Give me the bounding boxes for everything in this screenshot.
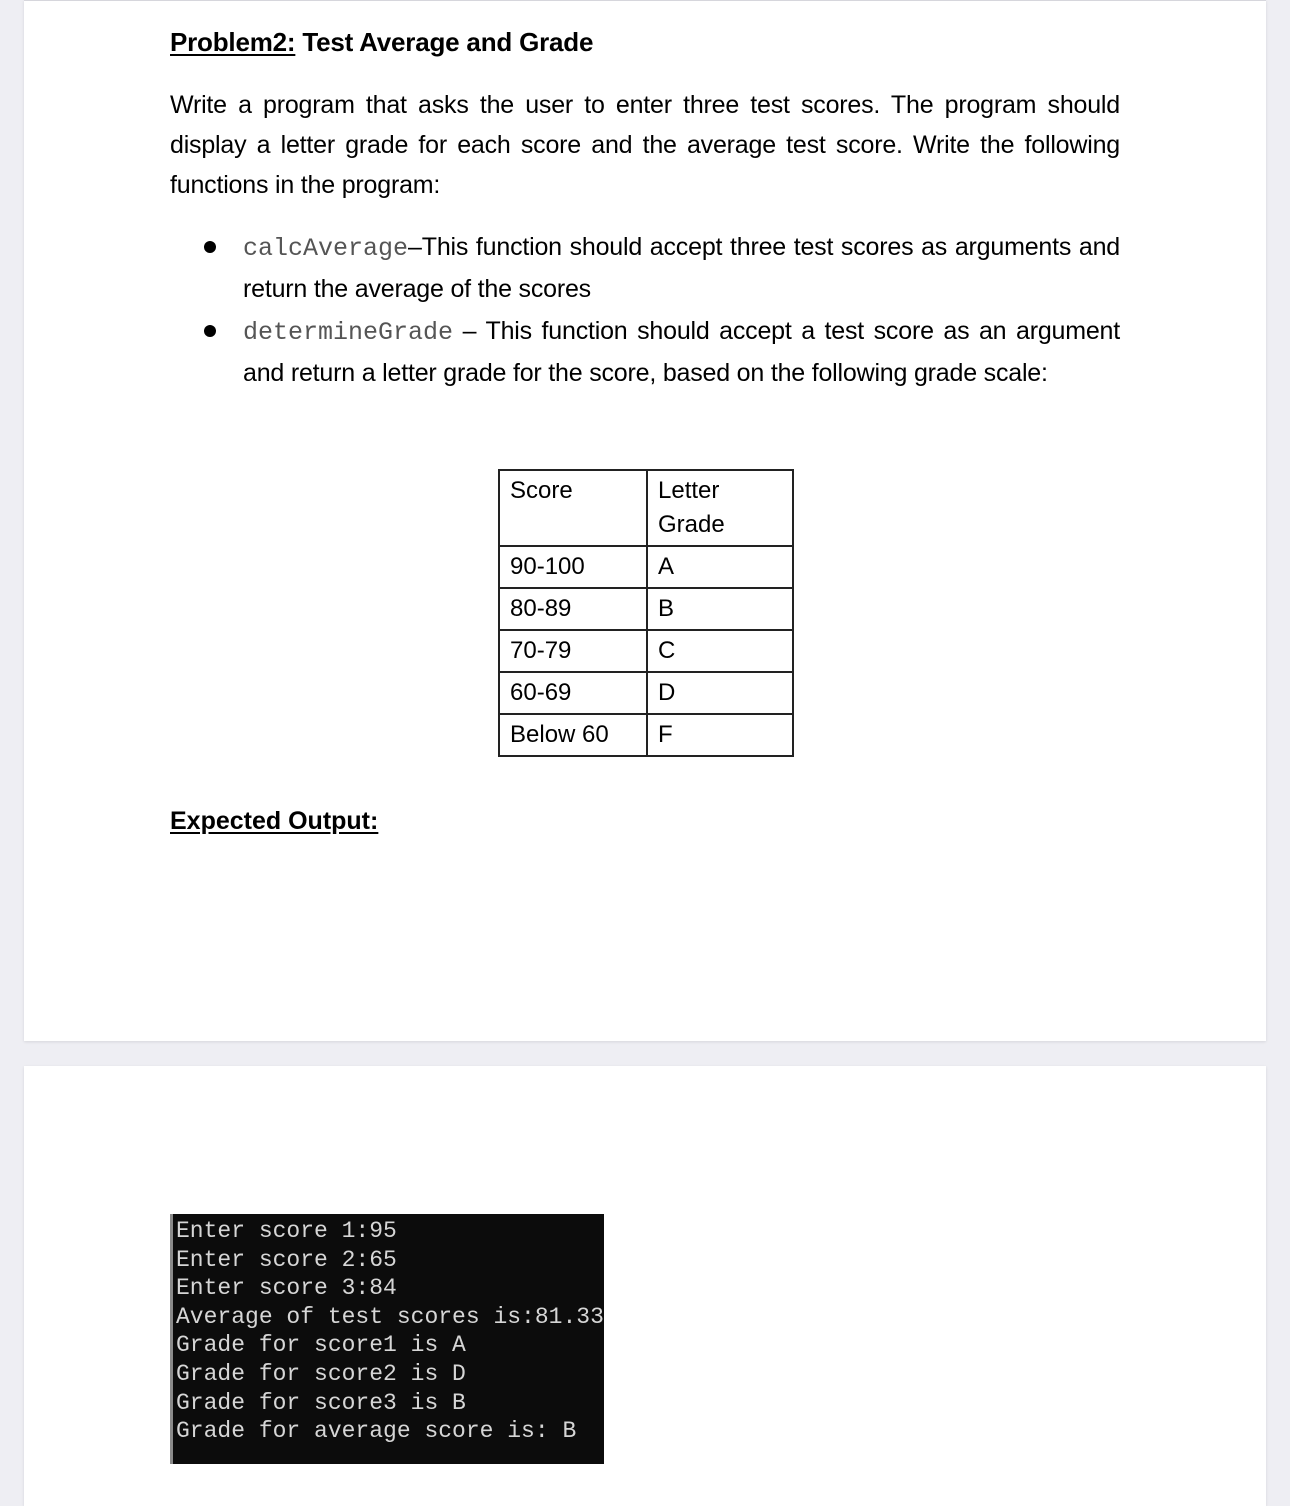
function-name: determineGrade [243,318,454,347]
table-header-row [499,470,793,546]
console-line: Average of test scores is:81.33 [176,1303,604,1330]
document-page-2 [24,1066,1266,1506]
table-cell-grade: D [647,672,793,714]
console-line: Enter score 1:95 [176,1218,397,1244]
problem-title-text: Test Average and Grade [295,27,594,57]
function-description: This function should accept three test scores as arguments and return the average of the scores [243,233,1120,303]
function-item-calc-average [170,227,1120,309]
table-cell-score: 80-89 [499,588,647,630]
console-line: Grade for average score is: B [176,1418,577,1445]
problem-description: Write a program that asks the user to enter three test scores. The program should display a letter grade for each score and the average test score. Write the following functions in the program: [170,91,1120,199]
console-line: Enter score 3:84 [176,1275,397,1302]
bullet-icon [204,325,216,337]
table-row [499,714,793,756]
table-row [499,588,793,630]
table-row [499,546,793,588]
console-line: Grade for score1 is A [176,1332,466,1359]
bullet-icon [204,241,216,253]
function-name: calcAverage [243,234,409,263]
console-output-screenshot [170,1214,604,1464]
function-separator: – [453,317,486,345]
function-description: This function should accept a test score as an argument and return a letter grade for the score, based on the following grade scale: [243,317,1120,387]
console-line: Grade for score3 is B [176,1389,466,1416]
table-cell-grade: F [647,714,793,756]
table-cell-grade: B [647,588,793,630]
table-cell-score: 70-79 [499,630,647,672]
expected-output-heading: Expected Output: [170,807,379,835]
table-cell-grade: C [647,630,793,672]
console-line: Enter score 2:65 [176,1246,397,1273]
table-header-letter-grade [647,470,793,546]
problem-title-label: Problem2: [170,27,296,57]
table-cell-grade: A [647,546,793,588]
console-line: Grade for score2 is D [176,1360,466,1387]
grade-scale-table [498,469,794,757]
table-cell-score: 60-69 [499,672,647,714]
table-cell-score: Below 60 [499,714,647,756]
table-cell-score: 90-100 [499,546,647,588]
header-letter-grade-text: Letter Grade [658,477,725,538]
table-row [499,630,793,672]
function-separator: – [408,233,422,261]
function-list [170,227,1120,393]
document-page-1 [24,0,1266,1041]
table-header-score: Score [499,470,647,546]
function-item-determine-grade [170,311,1120,393]
table-row [499,672,793,714]
problem-title [170,27,593,58]
